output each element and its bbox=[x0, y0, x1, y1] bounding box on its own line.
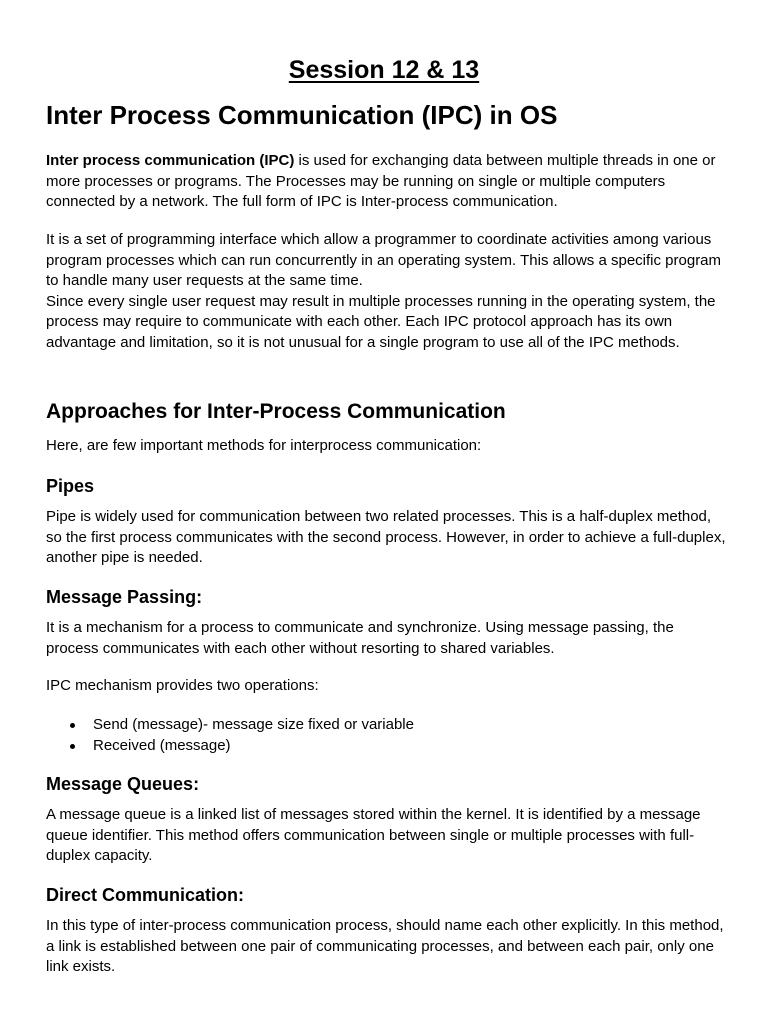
direct-communication-heading: Direct Communication: bbox=[46, 885, 245, 905]
page-title: Inter Process Communication (IPC) in OS bbox=[46, 100, 558, 130]
operations-intro: IPC mechanism provides two operations: bbox=[46, 677, 319, 694]
message-passing-heading: Message Passing: bbox=[46, 587, 203, 607]
list-item-text: Send (message)- message size fixed or variable bbox=[93, 716, 414, 733]
session-title: Session 12 & 13 bbox=[288, 56, 480, 84]
direct-communication-paragraph: In this type of inter-process communication process, should name each other explicitly. In this method, a link is established between one pair of communicating processes, and between each pair, only one link exists. bbox=[46, 917, 724, 976]
intro-paragraph bbox=[46, 151, 726, 213]
message-passing-paragraph: It is a mechanism for a process to communicate and synchronize. Using message passing, the process communicates with each other without resorting to shared variables. bbox=[46, 619, 674, 657]
intro-bold-term: Inter process communication (IPC) bbox=[46, 152, 295, 169]
list-item bbox=[46, 714, 414, 735]
bullet-icon bbox=[70, 744, 75, 749]
bullet-icon bbox=[70, 723, 75, 728]
approaches-intro: Here, are few important methods for interprocess communication: bbox=[46, 437, 482, 454]
interface-paragraph bbox=[46, 230, 726, 354]
message-queues-paragraph: A message queue is a linked list of messages stored within the kernel. It is identified by a message queue identifier. This method offers communication between single or multiple processes with full-duplex capacity. bbox=[46, 806, 701, 865]
operations-list bbox=[46, 714, 414, 756]
pipes-paragraph: Pipe is widely used for communication between two related processes. This is a half-duplex method, so the first process communicates with the second process. However, in order to achieve a full-duplex, another pipe is needed. bbox=[46, 508, 726, 567]
protocol-text: Since every single user request may result in multiple processes running in the operating system, the process may require to communicate with each other. Each IPC protocol approach has its own advantage and limitation, so it is not unusual for a single program to use all of the IPC methods. bbox=[46, 292, 716, 351]
list-item bbox=[46, 735, 414, 756]
intro-text: is used for exchanging data between multiple threads in one or more processes or programs. The Processes may be running on single or multiple computers connected by a network. The full form of IPC is Inter-process communication. bbox=[46, 152, 716, 211]
approaches-heading: Approaches for Inter-Process Communication bbox=[46, 400, 506, 423]
pipes-heading: Pipes bbox=[46, 476, 95, 496]
list-item-text: Received (message) bbox=[93, 737, 231, 754]
interface-text: It is a set of programming interface which allow a programmer to coordinate activities among various program processes which can run concurrently in an operating system. This allows a specific program to handle many user requests at the same time. bbox=[46, 231, 722, 290]
message-queues-heading: Message Queues: bbox=[46, 774, 200, 794]
